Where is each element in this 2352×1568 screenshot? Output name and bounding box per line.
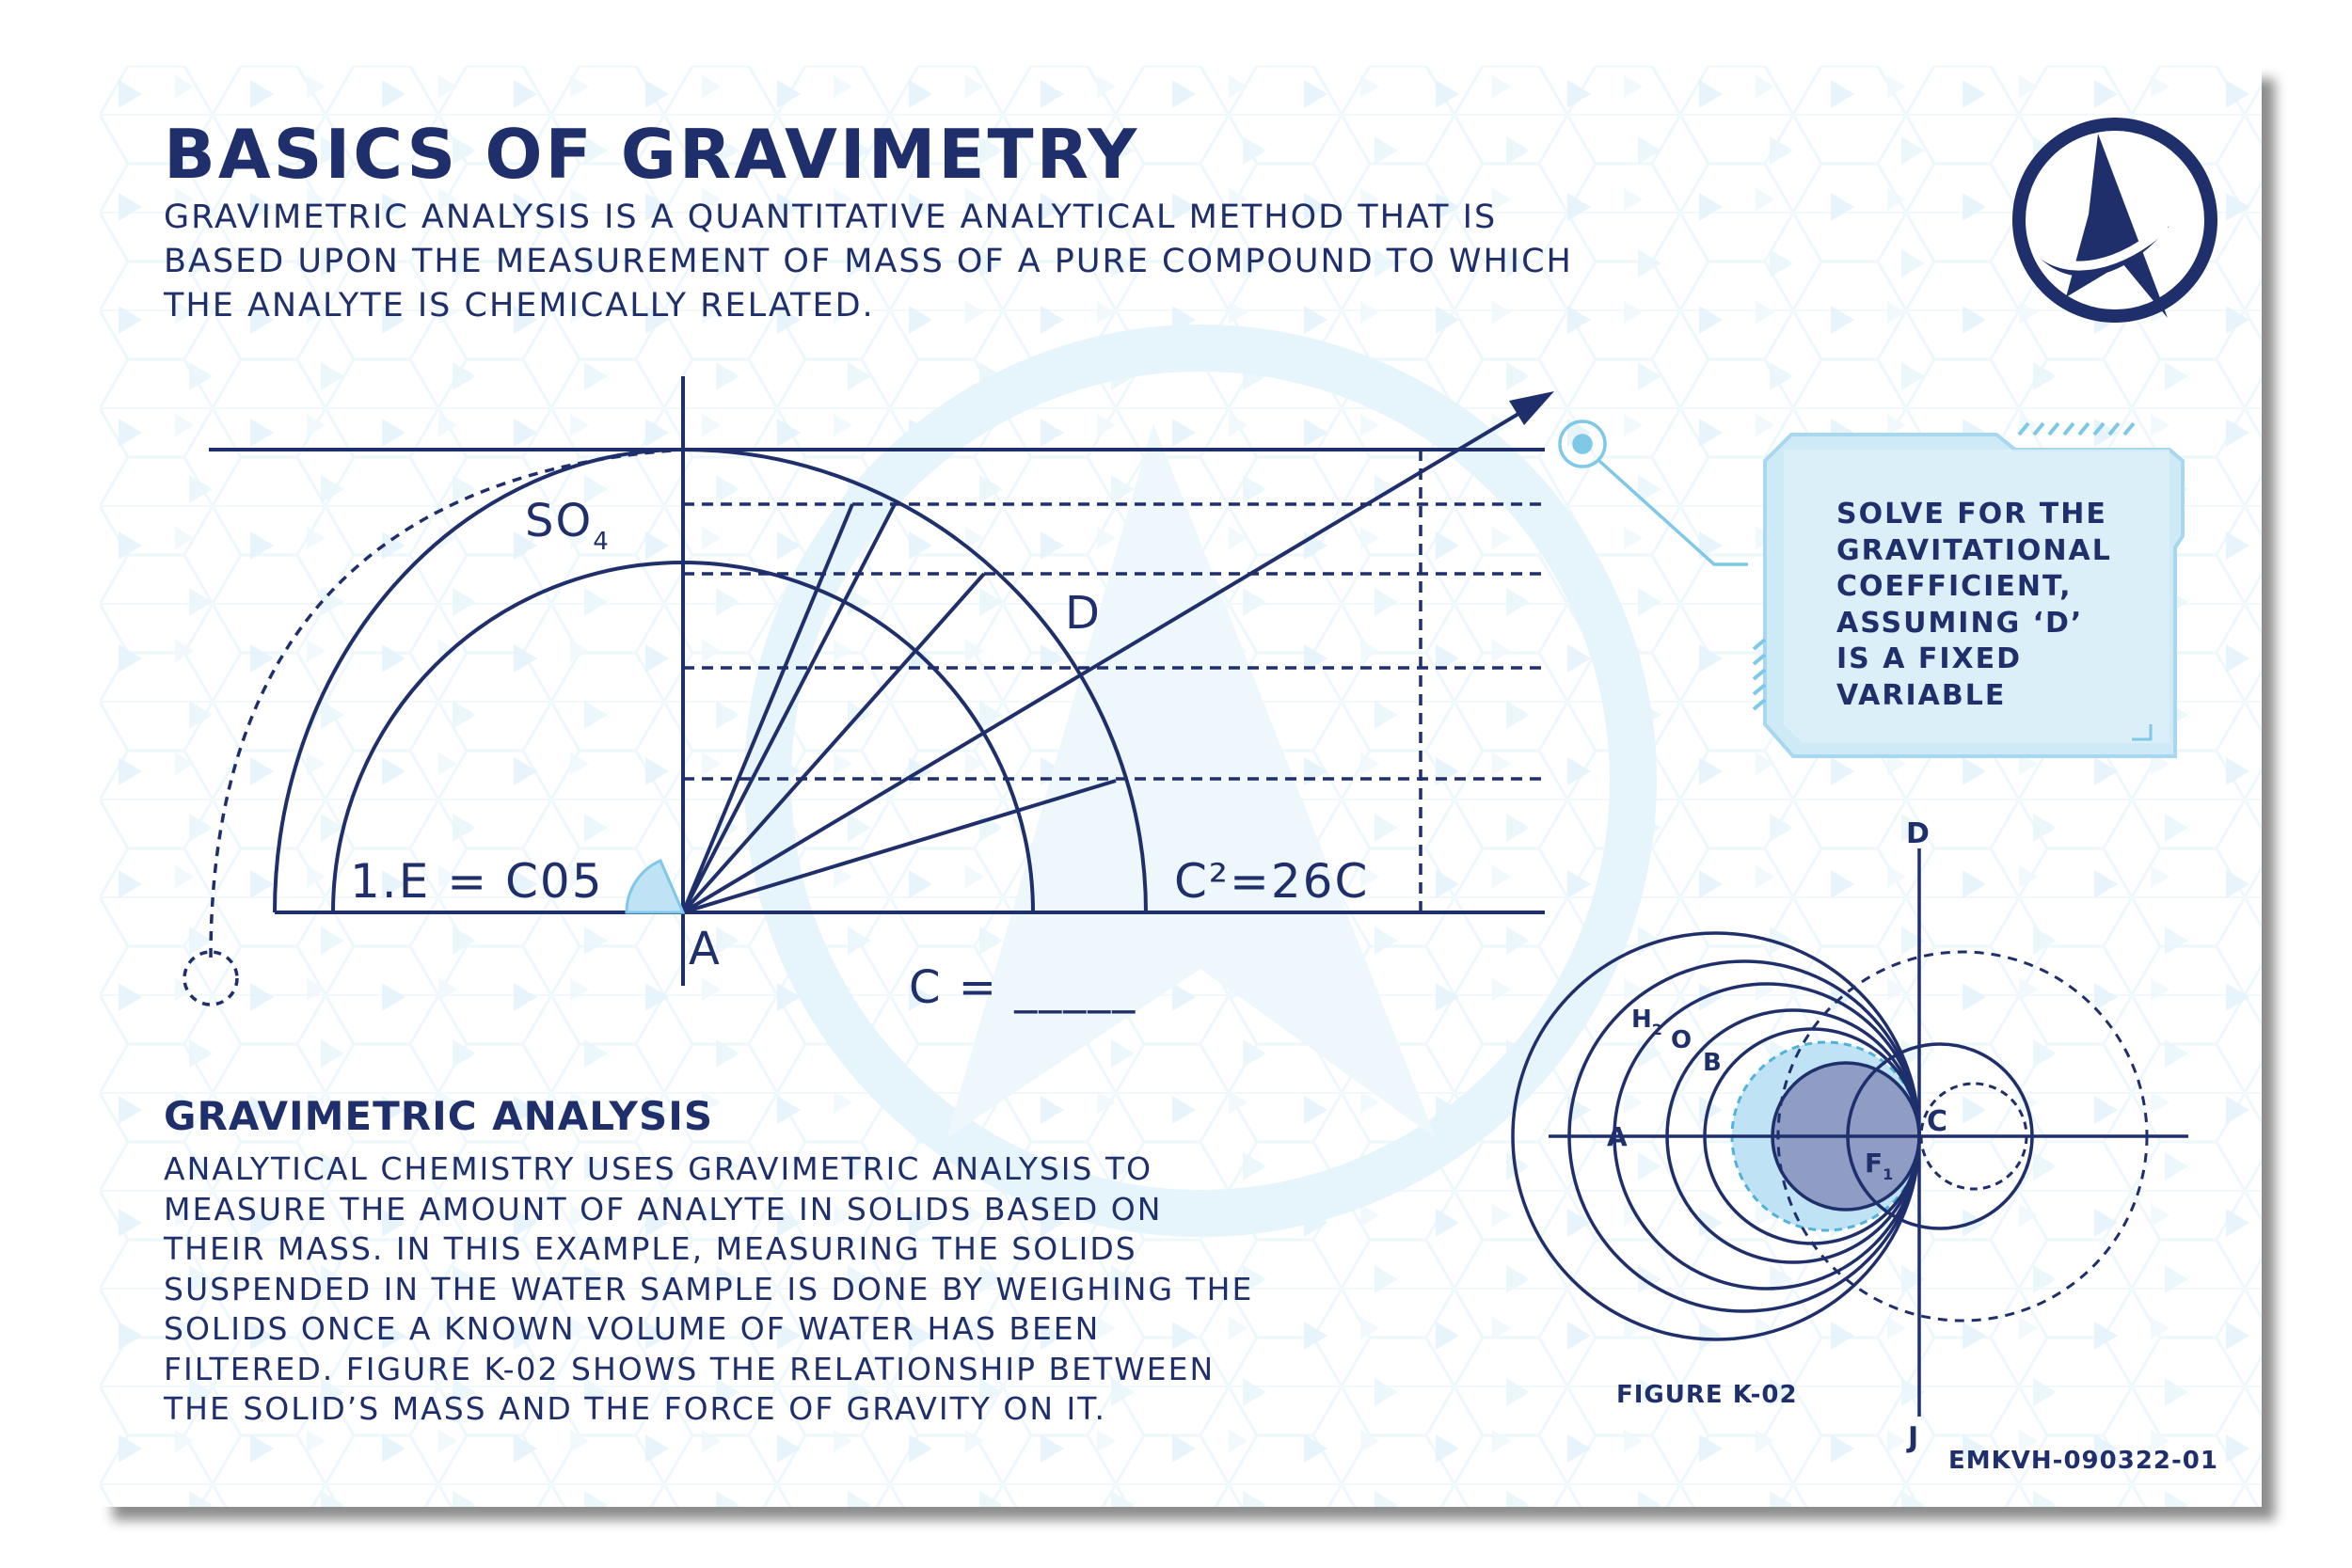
figure-caption: FIGURE K-02 bbox=[1616, 1381, 1798, 1409]
figure-label-o: O bbox=[1671, 1026, 1692, 1054]
section-body bbox=[164, 1149, 1253, 1430]
callout-connector bbox=[1560, 421, 1748, 564]
label-c2-equation: C²=26C bbox=[1174, 854, 1370, 909]
section-line: SOLIDS ONCE A KNOWN VOLUME OF WATER HAS BEEN bbox=[164, 1310, 1101, 1347]
poster-card bbox=[100, 66, 2262, 1507]
dashed-circle bbox=[184, 952, 237, 1005]
label-d: D bbox=[1065, 587, 1102, 640]
starfleet-delta-icon bbox=[2019, 124, 2211, 318]
label-c-blank: C = _____ bbox=[909, 961, 1137, 1014]
label-a: A bbox=[689, 923, 722, 975]
figure-label-c: C bbox=[1927, 1105, 1948, 1138]
callout-line: GRAVITATIONAL bbox=[1836, 533, 2112, 567]
figure-label-h2: $H_2$ bbox=[1631, 1006, 1662, 1038]
section-line: SUSPENDED IN THE WATER SAMPLE IS DONE BY WEIGHING THE bbox=[164, 1270, 1254, 1307]
intro-line: GRAVIMETRIC ANALYSIS IS A QUANTITATIVE ANALYTICAL METHOD THAT IS bbox=[164, 198, 1498, 236]
ray-3 bbox=[683, 781, 1116, 912]
figure-label-f1: $F_1$ bbox=[1865, 1148, 1894, 1183]
figure-k02 bbox=[1513, 817, 2188, 1454]
ray-4 bbox=[683, 504, 852, 912]
section-line: THE SOLID’S MASS AND THE FORCE OF GRAVITY ON IT. bbox=[164, 1390, 1107, 1427]
section-title: GRAVIMETRIC ANALYSIS bbox=[164, 1093, 714, 1139]
arrow-line bbox=[683, 403, 1537, 912]
figure-label-j: J bbox=[1908, 1421, 1919, 1454]
callout-text bbox=[1836, 497, 2112, 714]
document-code: EMKVH-090322-01 bbox=[1948, 1447, 2218, 1475]
callout-line: VARIABLE bbox=[1836, 678, 2007, 712]
angle-wedge bbox=[627, 861, 683, 912]
figure-label-d: D bbox=[1906, 817, 1930, 850]
intro-paragraph bbox=[164, 196, 1951, 328]
intro-line: BASED UPON THE MEASUREMENT OF MASS OF A PURE COMPOUND TO WHICH bbox=[164, 243, 1573, 280]
intro-line: THE ANALYTE IS CHEMICALLY RELATED. bbox=[164, 287, 875, 325]
label-so4: $SO_4$ bbox=[525, 495, 611, 556]
callout-line: IS A FIXED bbox=[1836, 642, 2023, 675]
section-line: FILTERED. FIGURE K-02 SHOWS THE RELATIONSHIP BETWEEN bbox=[164, 1350, 1216, 1387]
figure-label-b: B bbox=[1703, 1049, 1722, 1077]
arrow-head-icon bbox=[1509, 391, 1554, 425]
callout-line: SOLVE FOR THE bbox=[1836, 498, 2107, 531]
section-line: MEASURE THE AMOUNT OF ANALYTE IN SOLIDS BASED ON bbox=[164, 1190, 1163, 1227]
dashed-grid bbox=[683, 450, 1545, 912]
callout-line: COEFFICIENT, bbox=[1836, 570, 2073, 603]
page-title: BASICS OF GRAVIMETRY bbox=[164, 115, 1140, 194]
section-line: ANALYTICAL CHEMISTRY USES GRAVIMETRIC ANALYSIS TO bbox=[164, 1150, 1153, 1187]
section-line: THEIR MASS. IN THIS EXAMPLE, MEASURING THE SOLIDS bbox=[164, 1230, 1137, 1267]
label-e-equation: 1.E = C05 bbox=[350, 854, 604, 909]
callout-line: ASSUMING ‘D’ bbox=[1836, 606, 2084, 640]
figure-label-a: A bbox=[1607, 1121, 1628, 1152]
